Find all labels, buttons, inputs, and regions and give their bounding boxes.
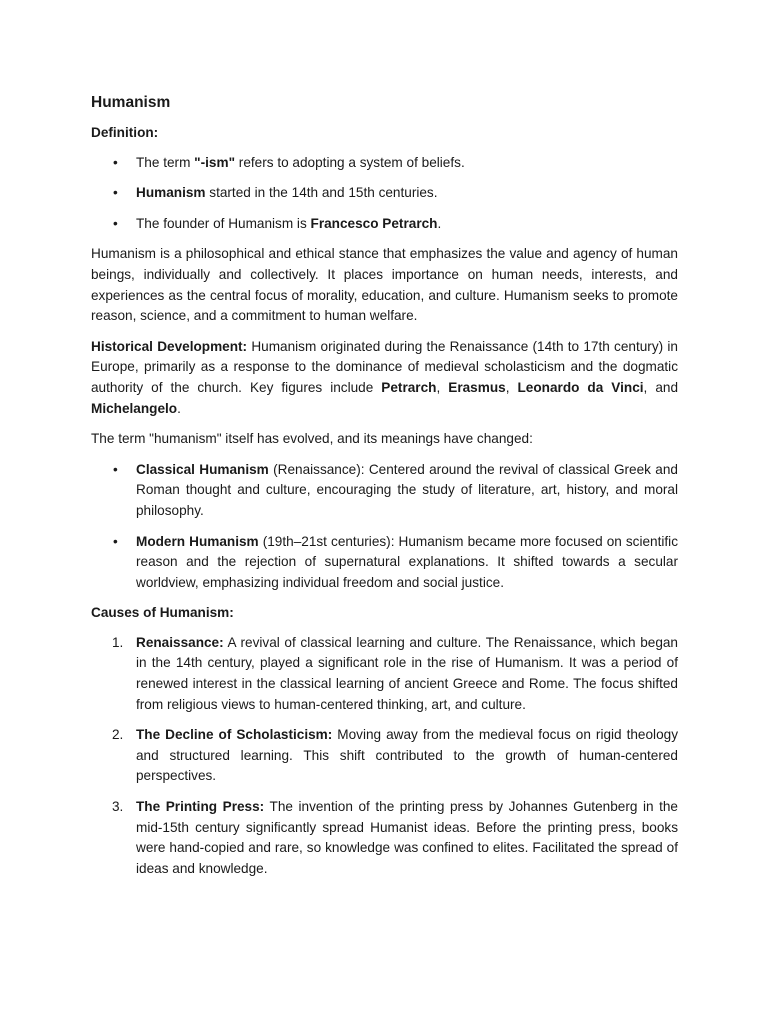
bullet-icon: • (113, 215, 118, 231)
list-number: 3. (112, 799, 124, 815)
list-number: 2. (112, 727, 124, 743)
bullet-icon: • (113, 185, 118, 201)
definition-list (91, 153, 678, 235)
bullet-icon: • (113, 461, 118, 477)
list-item: • Modern Humanism (19th–21st centuries): Humanism became more focused on scientific reason and the rejection of supernatural explanations. It shifted towards a secular worldview, emphasizing individual freedom and social justice. (113, 533, 678, 590)
list-item: • Classical Humanism (Renaissance): Centered around the revival of classical Greek and Roman thought and culture, encouraging the study of literature, art, history, and moral philosophy. (113, 461, 678, 518)
list-item: 3. The Printing Press: The invention of the printing press by Johannes Gutenberg in the mid-15th century significantly spread Humanist ideas. Before the printing press, books were hand-copied and rare, so knowledge was confined to elites. Facilitated the spread of ideas and knowledge. (112, 799, 678, 876)
list-item: • Humanism started in the 14th and 15th centuries. (91, 183, 678, 204)
bullet-icon: • (113, 154, 118, 170)
definition-heading: Definition: (91, 125, 159, 140)
intro-paragraph: Humanism is a philosophical and ethical stance that emphasizes the value and agency of human beings, individually and collectively. It places importance on human needs, interests, and experiences as the central focus of morality, education, and culture. Humanism seeks to promote reason, science, and a commitment to human welfare. (91, 246, 678, 324)
document-title: Humanism (91, 94, 171, 111)
list-item: 2. The Decline of Scholasticism: Moving away from the medieval focus on rigid theology and structured learning. This shift contributed to the growth of human-centered perspectives. (112, 727, 678, 784)
list-number: 1. (112, 634, 124, 650)
document-page (91, 92, 678, 889)
historical-heading: Historical Development: (91, 338, 248, 354)
list-item: • The founder of Humanism is Francesco Petrarch. (91, 214, 678, 235)
evolution-paragraph: The term "humanism" itself has evolved, and its meanings have changed: (91, 431, 533, 447)
causes-list (91, 633, 678, 880)
humanism-types-list (91, 460, 678, 594)
list-item: 1. Renaissance: A revival of classical learning and culture. The Renaissance, which began in the 14th century, played a significant role in the rise of Humanism. It was a period of renewed interest in the classical learning of ancient Greece and Rome. The focus shifted from religious views to human-centered thinking, art, and culture. (112, 634, 678, 712)
historical-paragraph: Historical Development: Humanism originated during the Renaissance (14th to 17th century) in Europe, primarily as a response to the dominance of medieval scholasticism and the dogmatic authority of the church. Key figures include Petrarch, Erasmus, Leonardo da Vinci, and Michelangelo. (91, 338, 679, 416)
bullet-icon: • (113, 533, 118, 549)
list-item: • The term "-ism" refers to adopting a system of beliefs. (91, 153, 678, 174)
causes-heading: Causes of Humanism: (91, 605, 234, 621)
